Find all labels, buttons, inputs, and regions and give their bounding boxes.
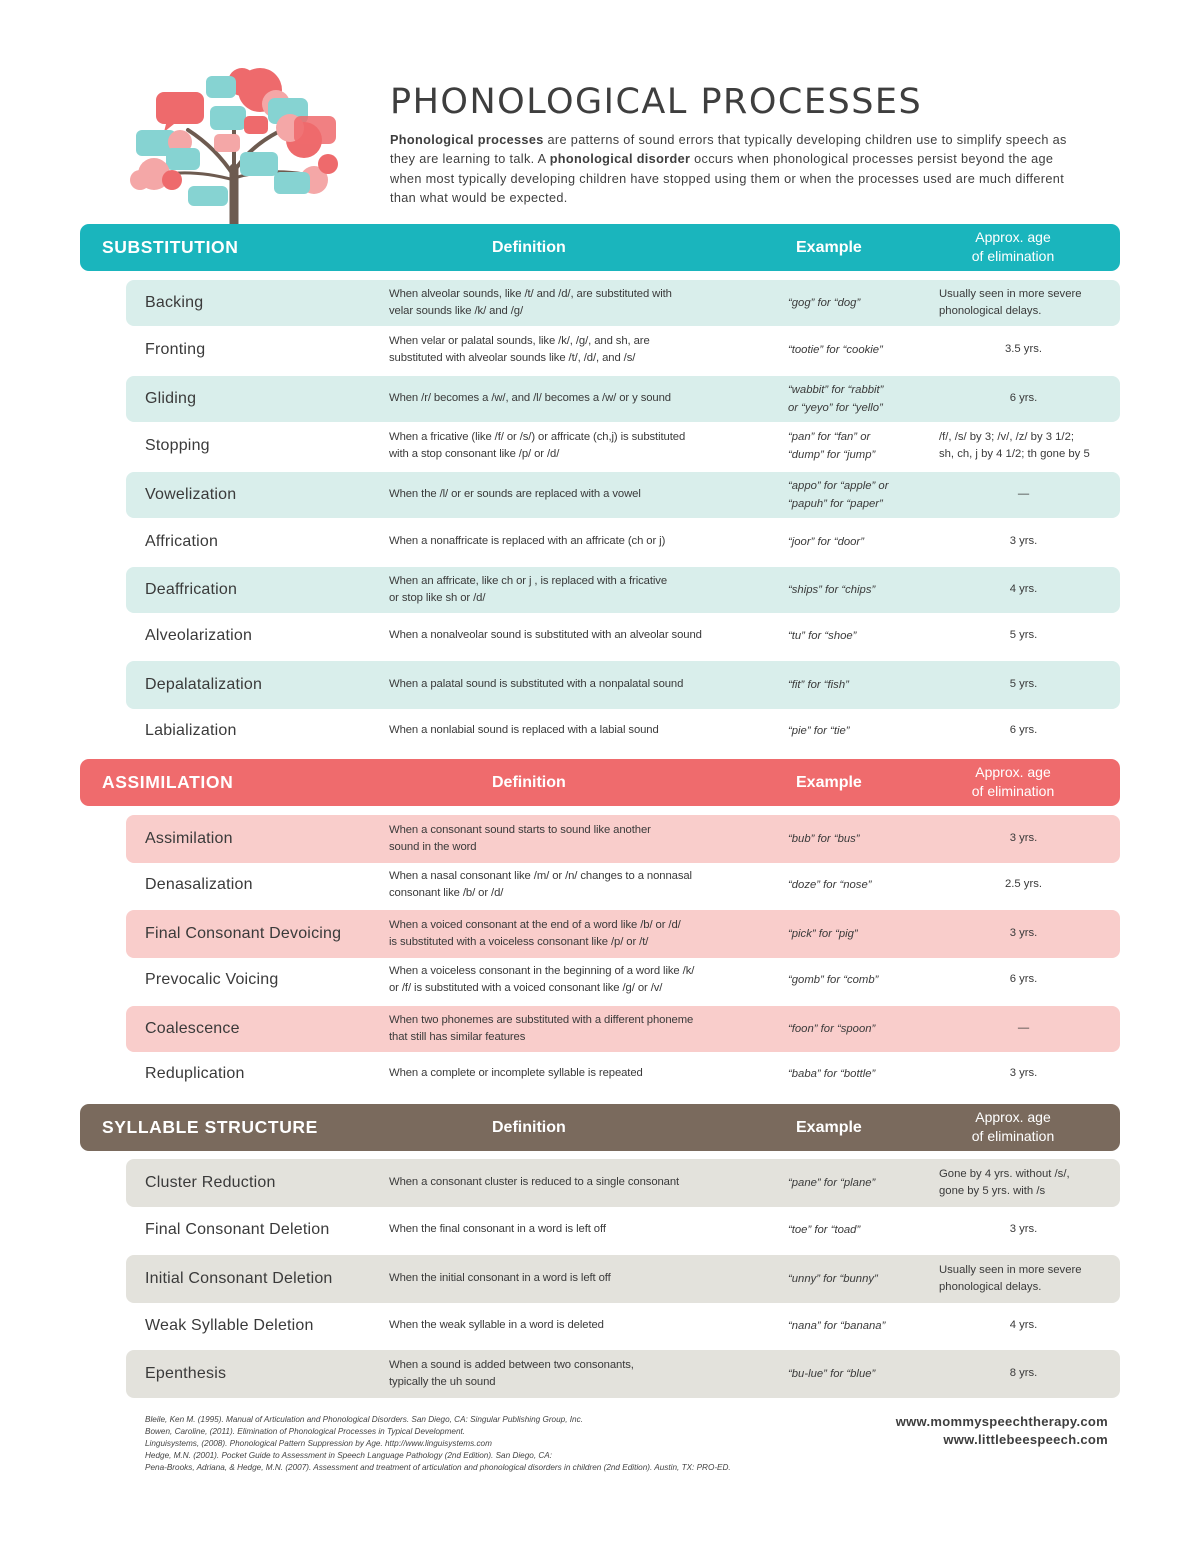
column-header-definition: Definition (492, 1119, 566, 1136)
elimination-age: 5 yrs. (1009, 678, 1038, 691)
process-example: “tu” for “shoe” (788, 629, 857, 642)
section-title: ASSIMILATION (102, 772, 234, 792)
process-definition: When velar or palatal sounds, like /k/, /g/, and sh, are substituted with alveolar sounds like /t/, /d/, and /s/ (389, 334, 650, 364)
column-header-age (948, 1108, 1078, 1146)
intro-term-disorder: phonological disorder (549, 152, 691, 167)
process-definition: When a nonlabial sound is replaced with a labial sound (389, 724, 659, 737)
section-title: SYLLABLE STRUCTURE (102, 1117, 318, 1137)
elimination-age: /f/, /s/ by 3; /v/, /z/ by 3 1/2; sh, ch, j by 4 1/2; th gone by 5 (939, 430, 1090, 460)
section-header (80, 224, 1120, 271)
process-name: Depalatalization (145, 676, 263, 693)
process-example: “gomb” for “comb” (788, 973, 879, 986)
table-row (126, 1208, 1120, 1252)
table-row (126, 280, 1120, 326)
process-definition: When a nonalveolar sound is substituted with an alveolar sound (389, 629, 702, 642)
section-header (80, 1104, 1120, 1151)
elimination-age: — (1017, 1022, 1030, 1035)
column-header-age-line2: of elimination (971, 1128, 1055, 1144)
process-definition: When the final consonant in a word is left off (389, 1223, 606, 1236)
column-header-age-line1: Approx. age (975, 764, 1051, 780)
process-example: “wabbit” for “rabbit” or “yeyo” for “yello” (788, 383, 884, 414)
process-name: Fronting (145, 341, 206, 358)
column-header-age-line1: Approx. age (975, 229, 1051, 245)
elimination-age: 3 yrs. (1009, 1067, 1038, 1080)
process-definition: When a voiceless consonant in the beginning of a word like /k/ or /f/ is substituted with a voiced consonant like /g/ or /v/ (389, 964, 695, 994)
process-definition: When a nonaffricate is replaced with an affricate (ch or j) (389, 535, 666, 548)
process-definition: When a voiced consonant at the end of a word like /b/ or /d/ is substituted with a voiceless consonant like /p/ or /t/ (389, 918, 681, 948)
website-link-mommyspeechtherapy[interactable]: www.mommyspeechtherapy.com (895, 1414, 1108, 1429)
process-definition: When /r/ becomes a /w/, and /l/ becomes a /w/ or y sound (389, 392, 671, 405)
process-example: “bu-lue” for “blue” (788, 1367, 876, 1380)
process-definition: When a consonant sound starts to sound like another sound in the word (389, 823, 651, 853)
table-row (126, 709, 1120, 753)
website-link-littlebeespeech[interactable]: www.littlebeespeech.com (943, 1432, 1108, 1447)
process-name: Cluster Reduction (145, 1174, 276, 1191)
table-row (126, 472, 1120, 518)
process-example: “baba” for “bottle” (788, 1067, 876, 1080)
process-name: Labialization (145, 722, 237, 739)
reference-item: Hedge, M.N. (2001). Pocket Guide to Assessment in Speech Language Pathology (2nd Edition). San Diego, CA: (145, 1451, 553, 1460)
reference-item: Bowen, Caroline, (2011). Elimination of Phonological Processes in Typical Development. (145, 1427, 466, 1436)
table-row (126, 1052, 1120, 1096)
table-row (126, 567, 1120, 613)
process-name: Epenthesis (145, 1365, 227, 1382)
process-example: “toe” for “toad” (788, 1223, 861, 1236)
elimination-age: — (1017, 488, 1030, 501)
process-example: “ships” for “chips” (788, 583, 876, 596)
websites (860, 1413, 1108, 1449)
process-name: Stopping (145, 437, 210, 454)
column-header-definition: Definition (492, 239, 566, 256)
elimination-age: 6 yrs. (1009, 973, 1038, 986)
elimination-age: 3 yrs. (1009, 832, 1038, 845)
process-name: Final Consonant Deletion (145, 1221, 330, 1238)
process-definition: When the /l/ or er sounds are replaced with a vowel (389, 488, 641, 501)
process-example: “pick” for “pig” (788, 927, 858, 940)
column-header-example: Example (796, 774, 862, 791)
table-row (126, 863, 1120, 907)
elimination-age: Gone by 4 yrs. without /s/, gone by 5 yrs. with /s (939, 1167, 1070, 1197)
process-example: “tootie” for “cookie” (788, 343, 883, 356)
process-name: Gliding (145, 390, 197, 407)
process-name: Denasalization (145, 876, 253, 893)
process-definition: When two phonemes are substituted with a different phoneme that still has similar features (389, 1013, 694, 1043)
process-example: “unny” for “bunny” (788, 1272, 878, 1285)
process-example: “appo” for “apple” or “papuh” for “paper” (788, 479, 889, 510)
process-name: Initial Consonant Deletion (145, 1270, 333, 1287)
process-definition: When the weak syllable in a word is deleted (389, 1319, 604, 1332)
column-header-age-line2: of elimination (971, 783, 1055, 799)
column-header-age (948, 228, 1078, 266)
intro-paragraph (390, 131, 1070, 208)
process-definition: When a fricative (like /f/ or /s/) or affricate (ch,j) is substituted with a stop consonant like /p/ or /d/ (389, 430, 686, 460)
table-row (126, 1006, 1120, 1052)
process-example: “nana” for “banana” (788, 1319, 886, 1332)
section-header (80, 759, 1120, 806)
table-row (126, 520, 1120, 564)
process-example: “pane” for “plane” (788, 1176, 876, 1189)
process-name: Assimilation (145, 830, 233, 847)
column-header-age-line2: of elimination (971, 248, 1055, 264)
intro-text-2: occurs when phonological processes persist beyond the age when most typically developing children have stopped using them or when the processes used are much different than what would be expected. (390, 152, 1065, 205)
process-name: Weak Syllable Deletion (145, 1317, 314, 1334)
process-name: Affrication (145, 533, 219, 550)
process-example: “joor” for “door” (788, 535, 864, 548)
column-header-example: Example (796, 1119, 862, 1136)
column-header-age (948, 763, 1078, 801)
elimination-age: 4 yrs. (1009, 583, 1038, 596)
tree-with-speech-bubbles-icon (118, 68, 350, 228)
process-example: “fit” for “fish” (788, 678, 849, 691)
elimination-age: Usually seen in more severe phonological delays. (939, 1263, 1082, 1293)
intro-term-processes: Phonological processes (390, 133, 544, 147)
table-row (126, 424, 1120, 468)
page-title: PHONOLOGICAL PROCESSES (390, 82, 923, 122)
table-row (126, 910, 1120, 958)
column-header-definition: Definition (492, 774, 566, 791)
process-name: Deaffrication (145, 581, 238, 598)
section-title: SUBSTITUTION (102, 237, 239, 257)
table-row (126, 1304, 1120, 1348)
process-name: Backing (145, 294, 204, 311)
column-header-age-line1: Approx. age (975, 1109, 1051, 1125)
process-definition: When a sound is added between two consonants, typically the uh sound (389, 1358, 634, 1388)
process-name: Alveolarization (145, 627, 253, 644)
table-row (126, 958, 1120, 1002)
table-row (126, 1350, 1120, 1398)
elimination-age: 3 yrs. (1009, 927, 1038, 940)
table-row (126, 815, 1120, 863)
elimination-age: 3 yrs. (1009, 1223, 1038, 1236)
table-row (126, 1255, 1120, 1303)
process-definition: When a consonant cluster is reduced to a single consonant (389, 1176, 680, 1189)
table-row (126, 376, 1120, 422)
table-row (126, 614, 1120, 658)
elimination-age: 3.5 yrs. (1004, 343, 1043, 356)
elimination-age: Usually seen in more severe phonological delays. (939, 287, 1082, 317)
elimination-age: 6 yrs. (1009, 724, 1038, 737)
process-definition: When a complete or incomplete syllable is repeated (389, 1067, 643, 1080)
process-example: “pan” for “fan” or “dump” for “jump” (788, 430, 876, 461)
table-row (126, 661, 1120, 709)
process-definition: When an affricate, like ch or j , is replaced with a fricative or stop like sh or /d/ (389, 574, 668, 604)
process-definition: When a nasal consonant like /m/ or /n/ changes to a nonnasal consonant like /b/ or /d/ (389, 869, 692, 899)
reference-item: Bleile, Ken M. (1995). Manual of Articulation and Phonological Disorders. San Diego, CA: Singular Publishing Group, Inc. (145, 1415, 583, 1424)
process-example: “pie” for “tie” (788, 724, 850, 737)
process-example: “doze” for “nose” (788, 878, 872, 891)
process-definition: When the initial consonant in a word is left off (389, 1272, 611, 1285)
intro-text-1: are patterns of sound errors that typically developing children use to simplify speech as they are learning to talk. A (390, 133, 1067, 167)
table-row (126, 328, 1120, 372)
elimination-age: 5 yrs. (1009, 629, 1038, 642)
process-name: Final Consonant Devoicing (145, 925, 342, 942)
process-definition: When alveolar sounds, like /t/ and /d/, are substituted with velar sounds like /k/ and /g/ (389, 287, 672, 317)
reference-item: Linguisystems, (2008). Phonological Pattern Suppression by Age. http://www.linguisystems.com (145, 1439, 492, 1448)
table-row (126, 1159, 1120, 1207)
elimination-age: 8 yrs. (1009, 1367, 1038, 1380)
process-example: “foon” for “spoon” (788, 1022, 876, 1035)
elimination-age: 2.5 yrs. (1004, 878, 1043, 891)
elimination-age: 3 yrs. (1009, 535, 1038, 548)
references (145, 1414, 865, 1474)
process-definition: When a palatal sound is substituted with a nonpalatal sound (389, 678, 684, 691)
process-example: “bub” for “bus” (788, 832, 860, 845)
process-name: Coalescence (145, 1020, 240, 1037)
process-example: “gog” for “dog” (788, 296, 861, 309)
elimination-age: 4 yrs. (1009, 1319, 1038, 1332)
column-header-example: Example (796, 239, 862, 256)
process-name: Reduplication (145, 1065, 245, 1082)
process-name: Prevocalic Voicing (145, 971, 279, 988)
process-name: Vowelization (145, 486, 237, 503)
reference-item: Pena-Brooks, Adriana, & Hedge, M.N. (2007). Assessment and treatment of articulation and phonological disorders in children (2nd Edition). Austin, TX: PRO-ED. (145, 1463, 731, 1472)
elimination-age: 6 yrs. (1009, 392, 1038, 405)
